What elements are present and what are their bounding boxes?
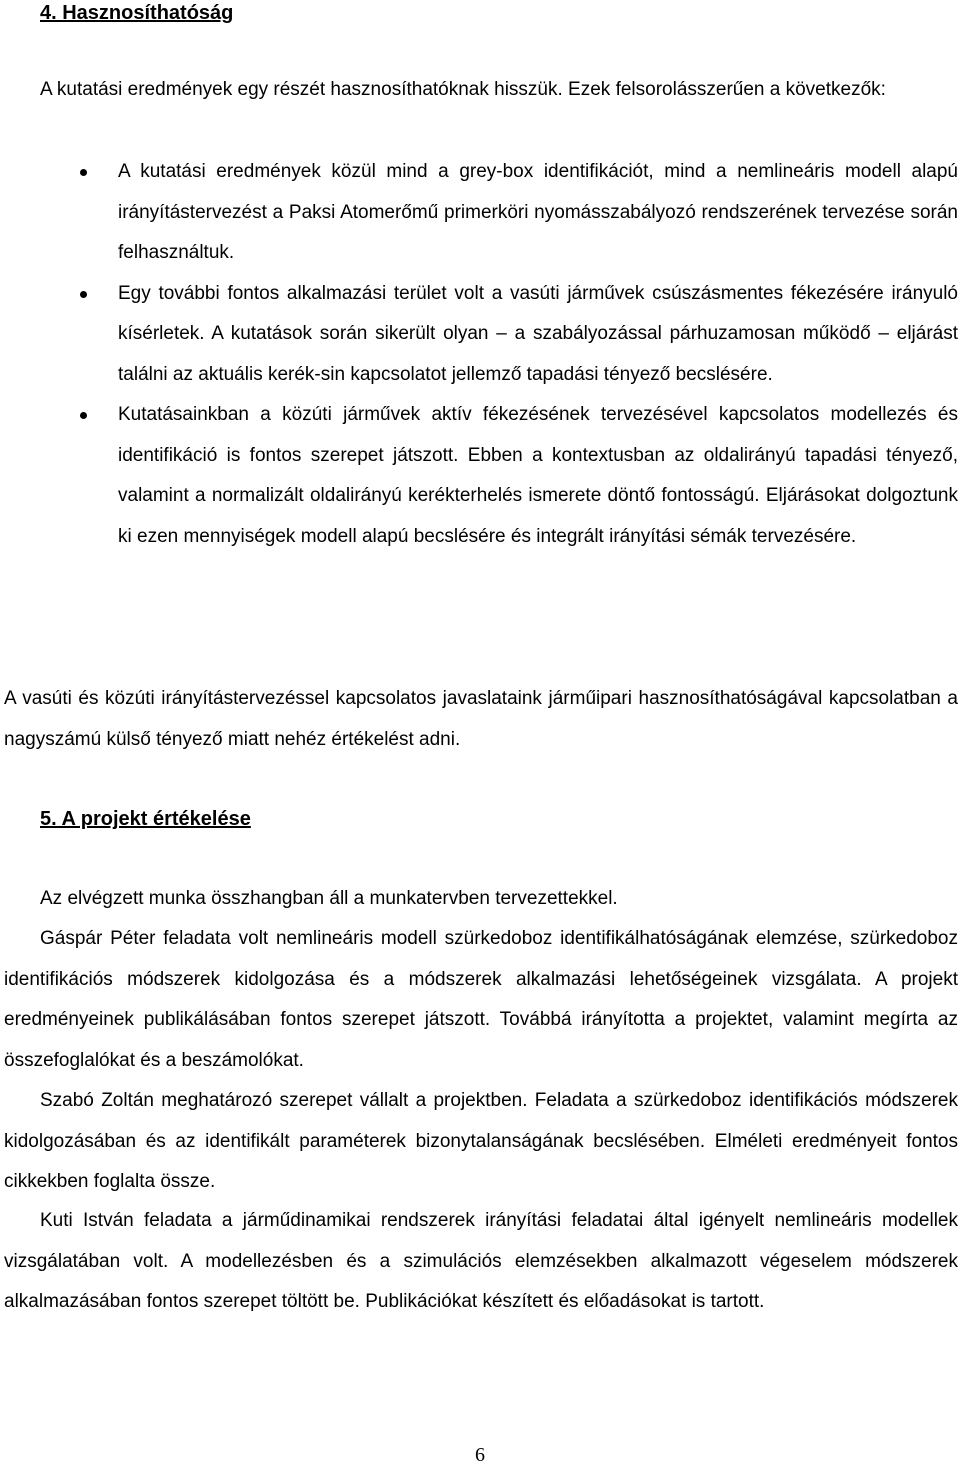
- section-5-paragraph: Gáspár Péter feladata volt nemlineáris modell szürkedoboz identifikálhatóságának elemzése, szürkedoboz identifikációs módszerek kidolgozása és a módszerek alkalmazási lehetőségeinek vizsgálata. A projekt eredményeinek publikálásában fontos szerepet játszott. Továbbá irányította a projektet, valamint megírta az összefoglalókat és a beszámolókat.: [4, 928, 958, 1071]
- list-item: [0, 395, 958, 557]
- list-item: [0, 274, 958, 396]
- section-5-paragraph: Az elvégzett munka összhangban áll a munkatervben tervezettekkel.: [40, 888, 618, 909]
- section-5-title: 5. A projekt értékelése: [40, 808, 251, 830]
- section-4-intro: A kutatási eredmények egy részét hasznosíthatóknak hisszük. Ezek felsorolásszerűen a következők:: [40, 79, 886, 100]
- bullet-text: A kutatási eredmények közül mind a grey-box identifikációt, mind a nemlineáris modell alapú irányítástervezést a Paksi Atomerőmű primerköri nyomásszabályozó rendszerének tervezése során felhasználtuk.: [118, 161, 958, 263]
- section-5-paragraph: Szabó Zoltán meghatározó szerepet vállalt a projektben. Feladata a szürkedoboz identifikációs módszerek kidolgozásában és az identifikált paraméterek bizonytalanságának becslésében. Elméleti eredményeit fontos cikkekben foglalta össze.: [4, 1090, 958, 1192]
- usability-bullet-list: [0, 152, 960, 557]
- section-4-closing: A vasúti és közúti irányítástervezéssel kapcsolatos javaslataink járműipari hasznosíthatóságával kapcsolatban a nagyszámú külső tényező miatt nehéz értékelést adni.: [4, 688, 958, 750]
- page-number: 6: [475, 1444, 485, 1466]
- bullet-text: Egy további fontos alkalmazási terület volt a vasúti járművek csúszásmentes fékezésére irányuló kísérletek. A kutatások során sikerült olyan – a szabályozással párhuzamosan működő – eljárást találni az aktuális kerék-sin kapcsolatot jellemző tapadási tényező becslésére.: [118, 282, 958, 385]
- bullet-text: Kutatásainkban a közúti járművek aktív fékezésének tervezésével kapcsolatos modellezés és identifikáció is fontos szerepet játszott. Ebben a kontextusban az oldalirányú tapadási tényező, valamint a normalizált oldalirányú kerékterhelés ismerete döntő fontosságú. Eljárásokat dolgoztunk ki ezen mennyiségek modell alapú becslésére és integrált irányítási sémák tervezésére.: [118, 404, 958, 547]
- bullet-icon: [80, 412, 87, 419]
- bullet-icon: [80, 169, 87, 176]
- list-item: [0, 152, 958, 274]
- section-4-title: 4. Hasznosíthatóság: [40, 2, 234, 24]
- section-5-paragraph: Kuti István feladata a járműdinamikai rendszerek irányítási feladatai által igényelt nemlineáris modellek vizsgálatában volt. A modellezésben és a szimulációs elemzésekben alkalmazott végeselem módszerek alkalmazásában fontos szerepet töltött be. Publikációkat készített és előadásokat is tartott.: [4, 1210, 958, 1312]
- bullet-icon: [80, 291, 87, 298]
